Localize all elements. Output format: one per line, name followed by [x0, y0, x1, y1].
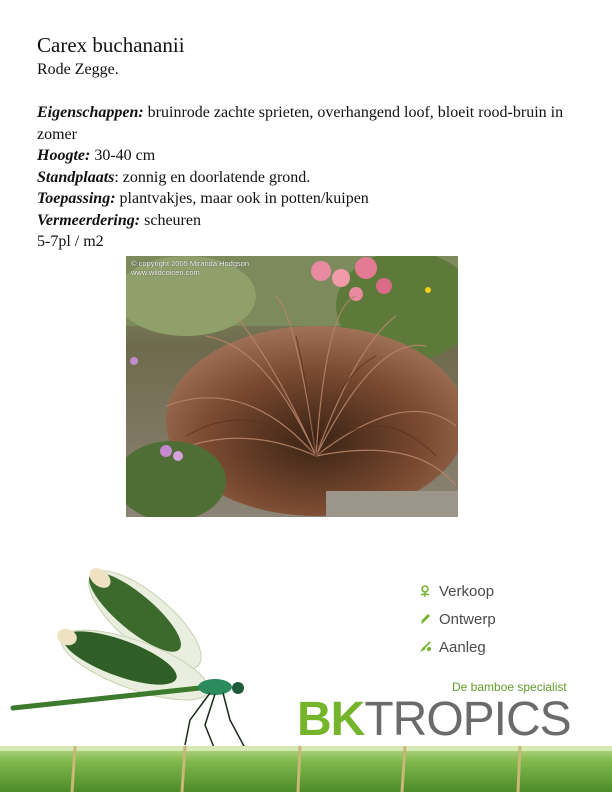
photo-credit-website: www.wildcoicen.com	[131, 268, 200, 277]
property-vermeerdering	[37, 210, 582, 232]
property-value: scheuren	[140, 211, 201, 229]
shovel-icon	[418, 640, 432, 654]
planting-density: 5-7pl / m2	[37, 233, 104, 250]
property-label: Vermeerdering:	[37, 211, 141, 229]
dragonfly-illustration	[5, 560, 265, 755]
service-label: Verkoop	[439, 582, 495, 600]
property-eigenschappen	[37, 102, 582, 145]
property-standplaats	[37, 167, 582, 189]
property-value: 30-40 cm	[90, 147, 156, 164]
service-label: Ontwerp	[439, 610, 496, 628]
property-label: Hoogte:	[37, 147, 91, 164]
flower-icon	[418, 584, 432, 598]
property-value: plantvakjes, maar ook in potten/kuipen	[115, 190, 369, 207]
property-label: Standplaats	[37, 168, 115, 186]
plant-photo	[126, 256, 458, 517]
service-verkoop	[418, 577, 496, 605]
property-hoogte	[37, 145, 582, 167]
brand-tagline: De bamboe specialist	[452, 680, 567, 694]
plant-name: Carex buchananii	[37, 33, 185, 57]
services-list	[418, 577, 496, 661]
service-aanleg	[418, 633, 496, 661]
property-label: Toepassing:	[37, 190, 116, 207]
plant-common-name: Rode Zegge.	[37, 61, 119, 78]
pencil-icon	[418, 612, 432, 626]
service-label: Aanleg	[439, 638, 486, 656]
bamboo-border	[0, 738, 612, 792]
photo-credit	[131, 259, 249, 277]
service-ontwerp	[418, 605, 496, 633]
property-label: Eigenschappen:	[37, 104, 144, 121]
property-toepassing	[37, 188, 582, 210]
property-value: bruinrode zachte sprieten, overhangend loof, bloeit rood-bruin in zomer	[37, 104, 564, 143]
photo-credit-copyright: © copyright 2005 Miranda Hodgson	[131, 259, 250, 268]
property-value: : zonnig en doorlatende grond.	[114, 168, 311, 186]
properties-list	[37, 102, 582, 253]
grass-photo-illustration	[126, 256, 458, 517]
brand-logo-tropics: TROPICS	[364, 693, 571, 746]
brand-logo-bk: BK	[297, 693, 365, 746]
